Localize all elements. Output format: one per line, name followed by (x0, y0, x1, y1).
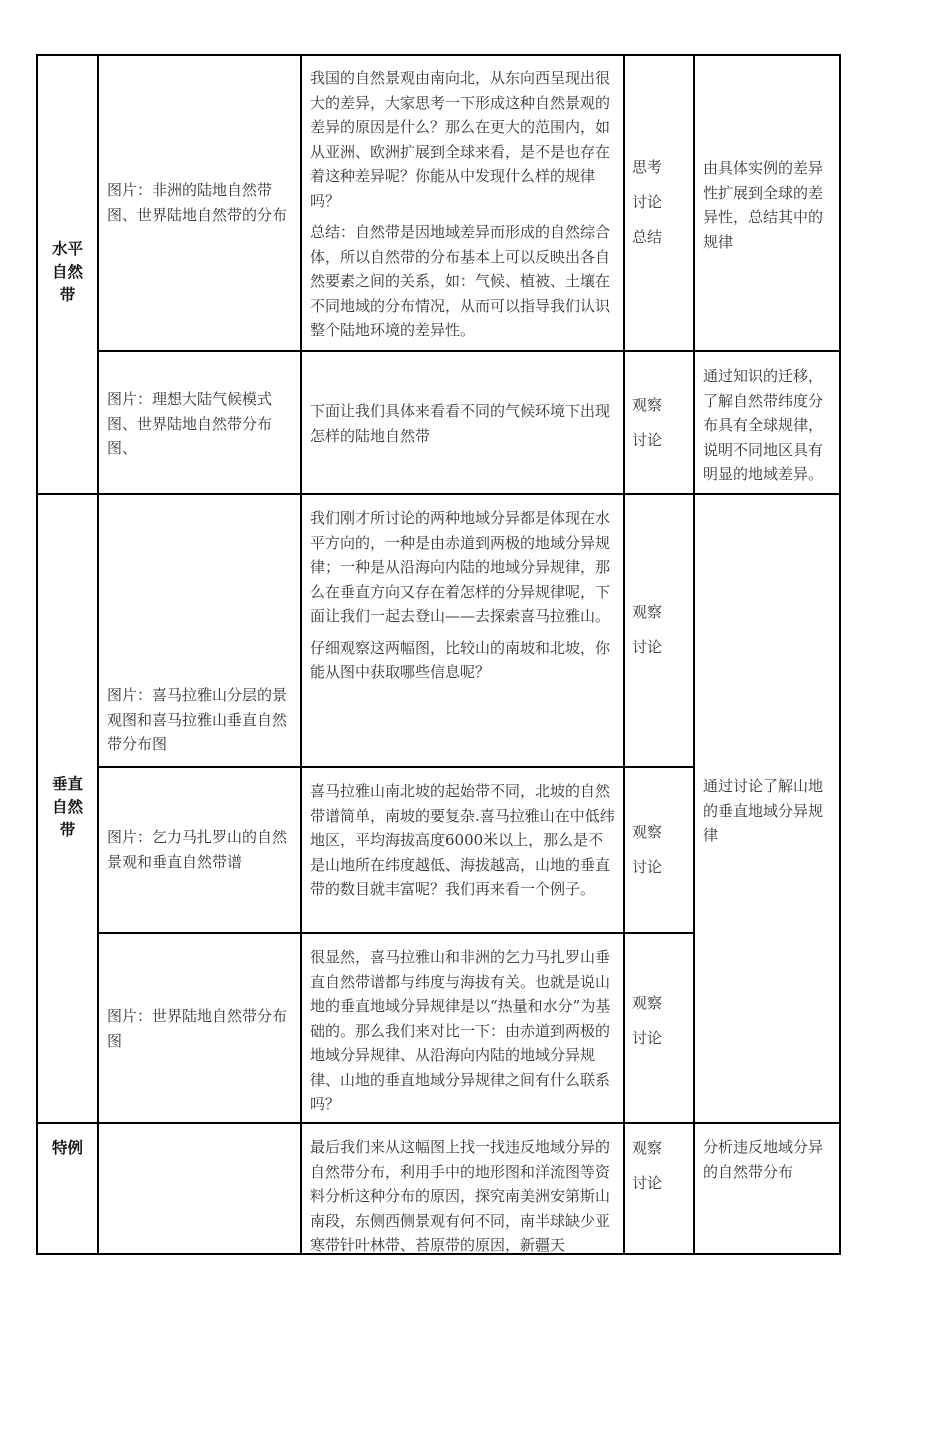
intent-cell: 通过讨论了解山地的垂直地域分异规律 (703, 777, 824, 844)
content-cell: 最后我们来从这幅图上找一找违反地域分异的自然带分布，利用手中的地形图和洋流图等资料分析这种分布的原因，探究南美洲安第斯山南段，东侧西侧景观有何不同，南半球缺少亚寒带针叶林带、苔原带的原因，新疆天 (310, 1138, 611, 1253)
intent-cell: 分析违反地域分异的自然带分布 (703, 1138, 824, 1181)
content-cell: 很显然，喜马拉雅山和非洲的乞力马扎罗山垂直自然带谱都与纬度与海拔有关。也就是说山地的垂直地域分异规律是以“热量和水分”为基础的。那么我们来对比一下：由赤道到两极的地域分异规律、从沿海向内陆的地域分异规律、山地的垂直地域分异规律之间有什么联系吗？ (310, 948, 611, 1113)
row-divider (97, 350, 841, 352)
column-divider (97, 54, 99, 1255)
column-divider (300, 54, 302, 1255)
intent-cell: 由具体实例的差异性扩展到全球的差异性，总结其中的规律 (703, 159, 824, 251)
column-divider (693, 54, 695, 1255)
image-cell: 图片：世界陆地自然带分布图 (107, 1007, 288, 1050)
intent-cell: 通过知识的迁移，了解自然带纬度分布具有全球规律，说明不同地区具有明显的地域差异。 (703, 367, 824, 483)
content-cell: 我国的自然景观由南向北，从东向西呈现出很大的差异，大家思考一下形成这种自然景观的差异的原因是什么？那么在更大的范围内，如从亚洲、欧洲扩展到全球来看，是不是也存在着这种差异呢？你能从中发现什么样的规律吗？ 总结：自然带是因地域差异而形成的自然综合体，所以自然带的分布基本上可以反映出各自然要素之间的关系，如：气候、植被、土壤在不同地域的分布情况，从而可以指导我们认识整个陆地环境的差异性。 (310, 69, 611, 339)
activity-cell: 观察 讨论 (632, 994, 663, 1047)
section-label: 垂直 自然 带 (51, 775, 83, 839)
activity-cell: 思考 讨论 总结 (632, 158, 663, 246)
content-cell: 喜马拉雅山南北坡的起始带不同，北坡的自然带谱简单，南坡的要复杂.喜马拉雅山在中低纬地区，平均海拔高度6000米以上，那么是不是山地所在纬度越低、海拔越高，山地的垂直带的数目就丰富呢？我们再来看一个例子。 (310, 782, 615, 898)
table-border-left (36, 54, 38, 1255)
section-label: 水平 自然 带 (51, 240, 83, 304)
image-cell: 图片：理想大陆气候模式图、世界陆地自然带分布图、 (107, 390, 273, 457)
activity-cell: 观察 讨论 (632, 823, 663, 876)
table-border-bottom (36, 1253, 841, 1255)
image-cell: 图片：乞力马扎罗山的自然景观和垂直自然带谱 (107, 828, 288, 871)
content-cell: 我们刚才所讨论的两种地域分异都是体现在水平方向的，一种是由赤道到两极的地域分异规律；一种是从沿海向内陆的地域分异规律，那么在垂直方向又存在着怎样的分异规律呢，下面让我们一起去登山——去探索喜马拉雅山。 仔细观察这两幅图，比较山的南坡和北坡，你能从图中获取哪些信息呢？ (310, 509, 611, 681)
activity-cell: 观察 讨论 (632, 1139, 663, 1192)
activity-cell: 观察 讨论 (632, 396, 663, 449)
row-divider (97, 932, 694, 934)
activity-cell: 观察 讨论 (632, 603, 663, 656)
row-divider (97, 766, 694, 768)
row-divider (36, 1122, 841, 1124)
image-cell: 图片：喜马拉雅山分层的景观图和喜马拉雅山垂直自然带分布图 (107, 686, 288, 753)
row-divider (36, 493, 841, 495)
content-cell: 下面让我们具体来看看不同的气候环境下出现怎样的陆地自然带 (310, 402, 611, 445)
image-cell: 图片：非洲的陆地自然带图、世界陆地自然带的分布 (107, 181, 288, 224)
table-border-right (839, 54, 841, 1255)
table-border-top (36, 54, 841, 56)
section-label: 特例 (51, 1139, 83, 1157)
column-divider (623, 54, 625, 1255)
